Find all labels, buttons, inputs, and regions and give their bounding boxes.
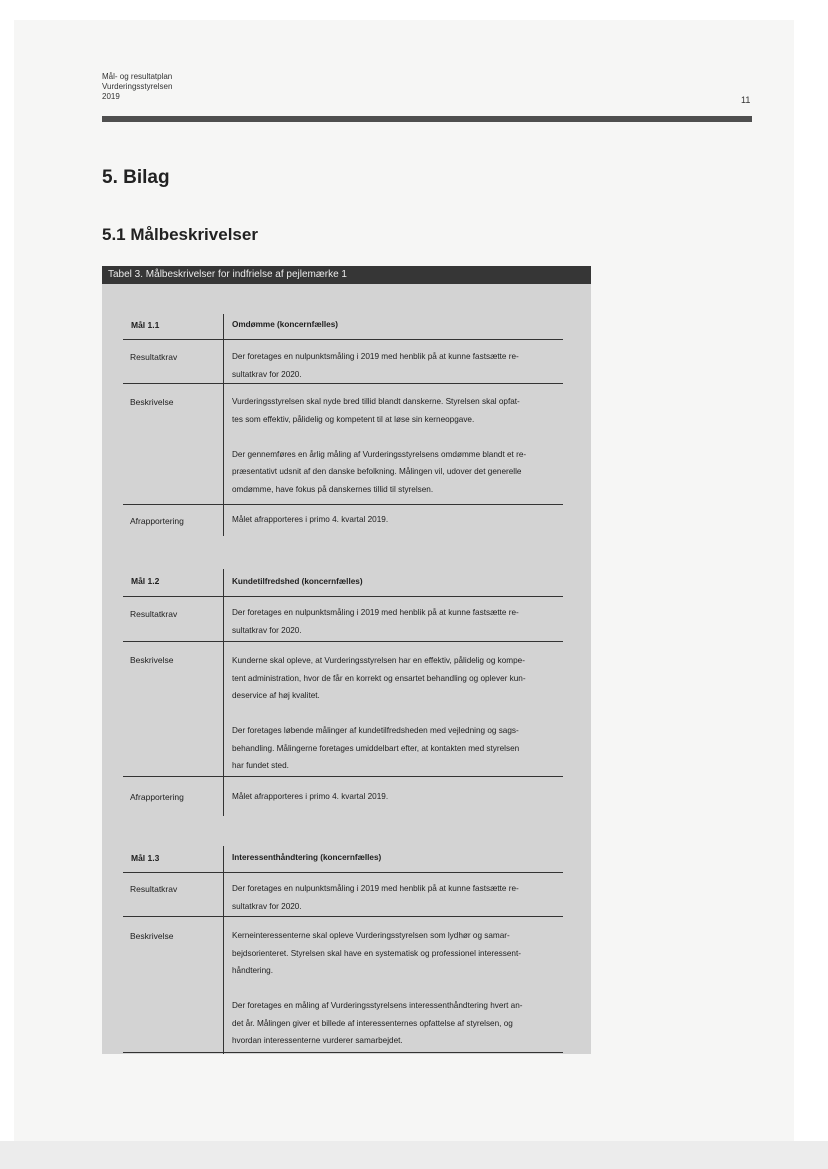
- report-text: Målet afrapporteres i primo 4. kvartal 2019.: [232, 792, 389, 801]
- goal-name: Interessenthåndtering (koncernfælles): [232, 853, 382, 862]
- row-divider: [123, 339, 563, 340]
- document-header: [102, 72, 172, 102]
- scan-bottom-edge: [0, 1141, 828, 1169]
- report-label: Afrapportering: [130, 516, 184, 526]
- subsection-heading: 5.1 Målbeskrivelser: [102, 225, 258, 244]
- row-divider: [123, 596, 563, 597]
- description-text: Vurderingsstyrelsen skal nyde bred tillid blandt danskerne. Styrelsen skal opfat- tes som effektiv, pålidelig og kompetent til at løse sin kerneopgave. Der gennemføres en årlig måling af Vurderingsstyrelsens omdømme blandt et re- præsentativt udsnit af den danske befolkning. Målingen vil, udover det generelle omdømme, have fokus på danskernes tillid til styrelsen.: [232, 397, 527, 494]
- row-divider: [123, 641, 563, 642]
- header-line-agency: Vurderingsstyrelsen: [102, 82, 173, 91]
- goal-name: Omdømme (koncernfælles): [232, 320, 339, 329]
- description-label: Beskrivelse: [130, 931, 174, 941]
- description-label: Beskrivelse: [130, 655, 174, 665]
- report-text: Målet afrapporteres i primo 4. kvartal 2019.: [232, 515, 389, 524]
- goal-name: Kundetilfredshed (koncernfælles): [232, 577, 363, 586]
- row-divider: [123, 383, 563, 384]
- result-text: Der foretages en nulpunktsmåling i 2019 med henblik på at kunne fastsætte re- sultatkrav for 2020.: [232, 608, 519, 635]
- column-divider: [223, 314, 224, 536]
- row-divider: [123, 872, 563, 873]
- row-divider: [123, 504, 563, 505]
- result-text: Der foretages en nulpunktsmåling i 2019 med henblik på at kunne fastsætte re- sultatkrav for 2020.: [232, 352, 519, 379]
- description-text: Kerneinteressenterne skal opleve Vurderingsstyrelsen som lydhør og samar- bejdsorienteret. Styrelsen skal have en systematisk og professionel interessent- håndtering. Der foretages en måling af Vurderingsstyrelsens interessenthåndtering hvert an- det år. Målingen giver et billede af interessenternes opfattelse af styrelsen, og hvordan interessenterne vurderer samarbejdet.: [232, 931, 523, 1045]
- row-divider: [123, 776, 563, 777]
- result-label: Resultatkrav: [130, 884, 178, 894]
- section-heading: 5. Bilag: [102, 167, 170, 188]
- column-divider: [223, 846, 224, 1054]
- goal-label: Mål 1.3: [131, 853, 160, 863]
- row-divider: [123, 1052, 563, 1053]
- description-text: Kunderne skal opleve, at Vurderingsstyrelsen har en effektiv, pålidelig og kompe- tent administration, hvor de får en korrekt og ensartet behandling og oplever kun- deservice af høj kvalitet. Der foretages løbende målinger af kundetilfredsheden med vejledning og sags- behandling. Målingerne foretages umiddelbart efter, at kontakten med styrelsen har fundet sted.: [232, 656, 526, 770]
- row-divider: [123, 916, 563, 917]
- column-divider: [223, 569, 224, 816]
- report-label: Afrapportering: [130, 792, 184, 802]
- page-number: 11: [741, 95, 751, 105]
- description-label: Beskrivelse: [130, 397, 174, 407]
- result-text: Der foretages en nulpunktsmåling i 2019 med henblik på at kunne fastsætte re- sultatkrav for 2020.: [232, 884, 519, 911]
- header-line-plan: Mål- og resultatplan: [102, 72, 173, 81]
- header-rule: [102, 116, 752, 122]
- result-label: Resultatkrav: [130, 352, 178, 362]
- table-title: Tabel 3. Målbeskrivelser for indfrielse af pejlemærke 1: [102, 266, 591, 284]
- goal-label: Mål 1.1: [131, 320, 160, 330]
- goal-label: Mål 1.2: [131, 576, 160, 586]
- header-line-year: 2019: [102, 92, 120, 101]
- result-label: Resultatkrav: [130, 609, 178, 619]
